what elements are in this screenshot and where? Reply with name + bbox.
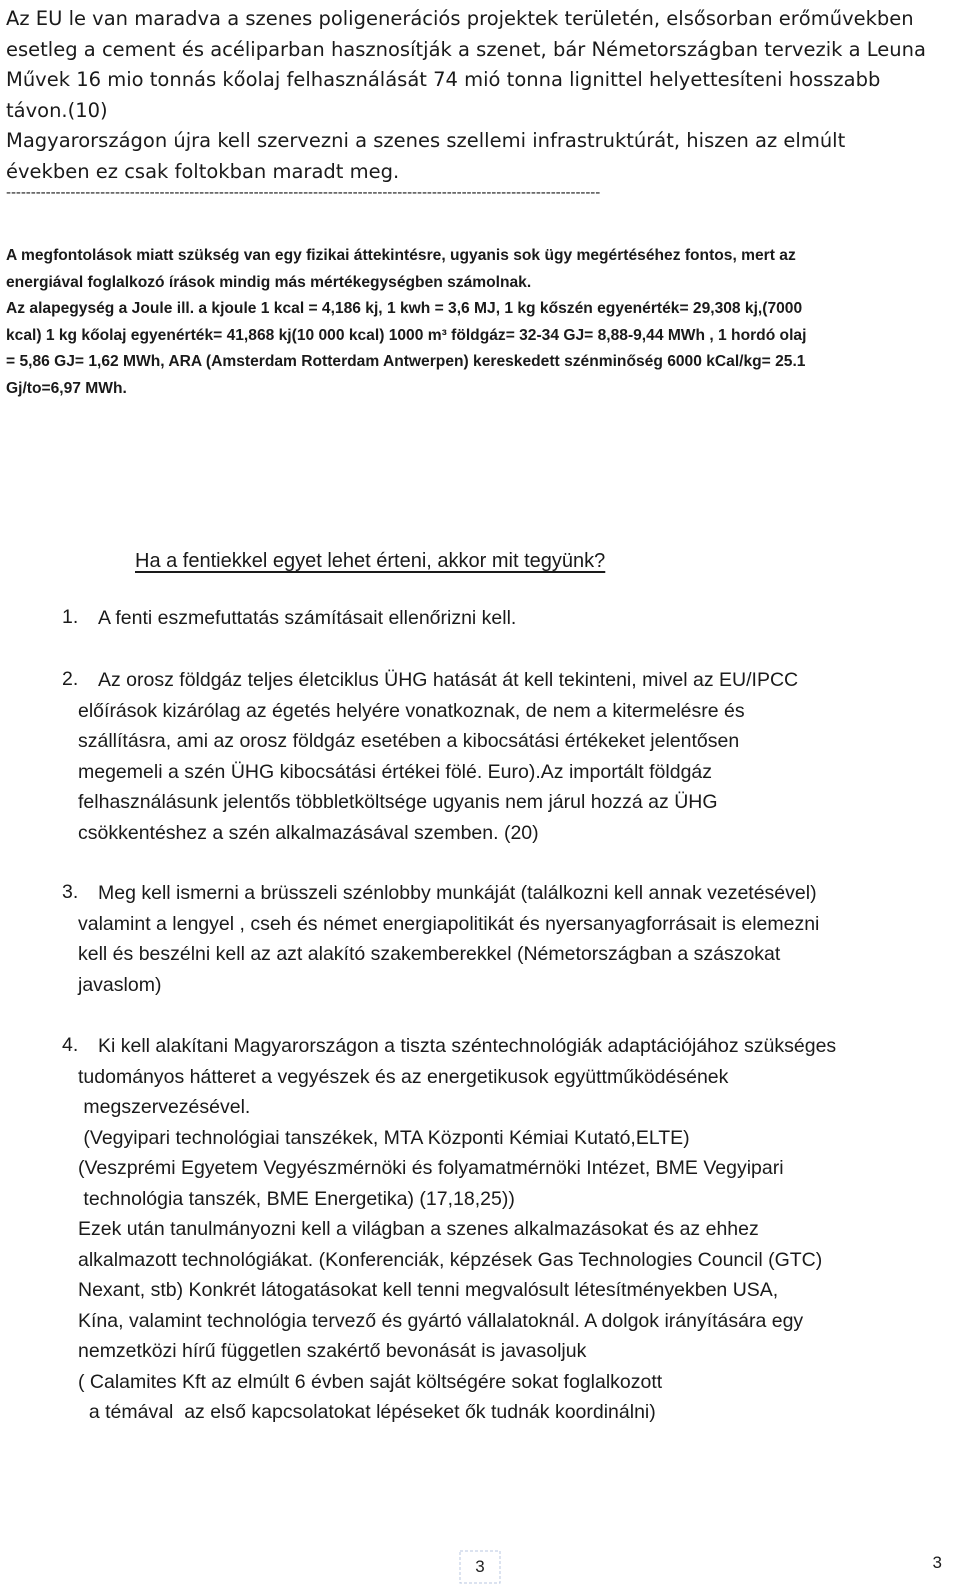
section-heading: Ha a fentiekkel egyet lehet érteni, akkor mit tegyünk? [135,550,606,572]
intro-line: években ez csak foltokban maradt meg. [6,159,400,183]
units-line: Az alapegység a Joule ill. a kjoule 1 kcal = 4,186 kj, 1 kwh = 3,6 MJ, 1 kg kőszén egyenérték= 29,308 kj,(7000 [6,300,803,317]
list-item-text [98,603,516,634]
list-item-line: kell és beszélni kell az azt alakító szakemberekkel (Németországban a szászokat [78,943,781,965]
units-paragraph [6,243,956,402]
separator-line: ------------------------------------------------------------------------------------------------------------------------ [6,185,601,201]
list-item-line: Meg kell ismerni a brüsszeli szénlobby munkáját (találkozni kell annak vezetésével) [98,882,817,904]
list-item-line: Kína, valamint technológia tervező és gyártó vállalatoknál. A dolgok irányítására egy [78,1309,804,1332]
list-item-text [78,1031,837,1428]
list-item-line: A fenti eszmefuttatás számításait ellenőrizni kell. [98,607,517,629]
list-item-line: (Veszprémi Egyetem Vegyészmérnöki és folyamatmérnöki Intézet, BME Vegyipari [78,1157,784,1179]
list-item-line: nemzetközi hírű független szakértő bevonását is javasoljuk [78,1340,587,1362]
intro-line: esetleg a cement és acéliparban hasznosítják a szenet, bár Németországban tervezik a Leuna [6,37,926,61]
units-line: Gj/to=6,97 MWh. [6,379,127,397]
list-item-text [78,665,799,848]
intro-paragraph [6,4,956,187]
list-item-text [78,878,820,1000]
list-item-line: javaslom) [78,973,162,996]
list-item-line: Ki kell alakítani Magyarországon a tiszta széntechnológiák adaptációjához szükséges [98,1035,837,1057]
page-number-badge [460,1549,500,1585]
list-item-line: csökkentéshez a szén alkalmazásával szemben. (20) [78,821,539,844]
list-item-line: (Vegyipari technológiai tanszékek, MTA Központi Kémiai Kutató,ELTE) [78,1126,690,1149]
list-item-number: 3. [62,881,79,903]
intro-line: távon.(10) [6,98,108,122]
intro-line: Az EU le van maradva a szenes poligenerációs projektek területén, elsősorban erőművekben [6,7,914,30]
list-item-line: ( Calamites Kft az elmúlt 6 évben saját költségére sokat foglalkozott [78,1370,663,1393]
list-item-line: valamint a lengyel , cseh és német energiapolitikát és nyersanyagforrásait is elemezni [78,912,820,935]
list-item-line: technológia tanszék, BME Energetika) (17,18,25)) [78,1187,515,1210]
list-item-line: Az orosz földgáz teljes életciklus ÜHG hatását át kell tekinteni, mivel az EU/IPCC [98,669,799,691]
intro-line: Magyarországon újra kell szervezni a szenes szellemi infrastruktúrát, hiszen az elmúlt [6,129,846,152]
units-line: kcal) 1 kg kőolaj egyenérték= 41,868 kj(10 000 kcal) 1000 m³ földgáz= 32-34 GJ= 8,88-9,44 MWh , 1 hordó olaj [6,326,807,344]
list-item-number: 4. [62,1034,79,1056]
units-line: = 5,86 GJ= 1,62 MWh, ARA (Amsterdam Rotterdam Antwerpen) kereskedett szénminőség 6000 kCal/kg= 25.1 [6,353,806,370]
list-item-line: tudományos hátteret a vegyészek és az energetikusok együttműködésének [78,1065,729,1088]
list-item-line: megemeli a szén ÜHG kibocsátási értékei fölé. Euro).Az importált földgáz [78,760,713,783]
list-item-line: szállításra, ami az orosz földgáz esetében a kibocsátási értékeket jelentősen [78,730,740,752]
list-item-line: felhasználásunk jelentős többletköltsége ugyanis nem járul hozzá az ÜHG [78,791,718,813]
list-item-line: Nexant, stb) Konkrét látogatásokat kell tenni megvalósult létesítményekben USA, [78,1279,779,1301]
list-item-number: 2. [62,668,79,690]
units-line: A megfontolások miatt szükség van egy fizikai áttekintésre, ugyanis sok ügy megértéséhez fontos, mert az [6,247,796,264]
page-number: 3 [932,1553,942,1572]
list-item-line: Ezek után tanulmányozni kell a világban a szenes alkalmazásokat és az ehhez [78,1218,759,1240]
intro-line: Művek 16 mio tonnás kőolaj felhasználását 74 mió tonna lignittel helyettesíteni hosszabb [6,68,881,91]
list-item-line: a témával az első kapcsolatokat lépéseket ők tudnák koordinálni) [78,1401,656,1423]
list-item-line: előírások kizárólag az égetés helyére vonatkoznak, de nem a kitermelésre és [78,699,745,722]
list-item-line: alkalmazott technológiákat. (Konferenciák, képzések Gas Technologies Council (GTC) [78,1248,823,1271]
list-item-number: 1. [62,606,79,628]
units-line: energiával foglalkozó írások mindig más mértékegységben számolnak. [6,273,532,291]
page-number-center: 3 [475,1557,485,1576]
list-item-line: megszervezésével. [78,1096,251,1118]
